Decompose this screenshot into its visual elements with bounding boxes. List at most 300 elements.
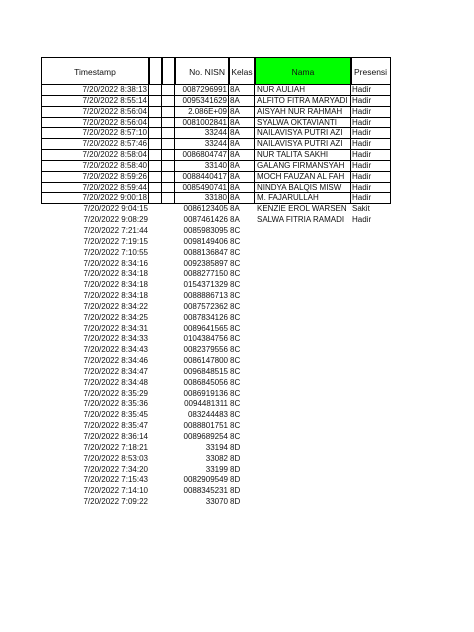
cell-nisn[interactable]: 0087834126 <box>183 312 228 322</box>
cell-empty-1[interactable] <box>149 356 162 367</box>
cell-empty-1[interactable] <box>149 410 162 421</box>
cell-nisn[interactable]: 0104384756 <box>183 334 228 344</box>
cell-nisn[interactable]: 33244 <box>175 128 229 139</box>
cell-nama[interactable] <box>255 432 351 443</box>
cell-kelas[interactable]: 8C <box>230 236 241 246</box>
cell-presensi[interactable]: Hadir <box>351 118 391 129</box>
cell-timestamp[interactable]: 7/20/2022 8:35:36 <box>83 399 148 409</box>
cell-nisn[interactable]: 0086845056 <box>183 377 228 387</box>
cell-empty-2[interactable] <box>162 237 175 248</box>
cell-nama[interactable]: ALFITO FITRA MARYADI <box>255 96 351 107</box>
cell-empty-2[interactable] <box>162 324 175 335</box>
cell-empty-2[interactable] <box>162 421 175 432</box>
cell-nisn[interactable]: 0088136847 <box>183 247 228 257</box>
cell-kelas[interactable]: 8C <box>230 410 241 420</box>
table-row <box>41 193 391 204</box>
cell-presensi[interactable]: Hadir <box>351 161 391 172</box>
cell-nama[interactable]: M. FAJARULLAH <box>255 193 351 204</box>
cell-presensi[interactable] <box>351 399 391 410</box>
cell-timestamp[interactable]: 7/20/2022 8:59:26 <box>41 172 149 183</box>
cell-empty-2[interactable] <box>162 128 175 139</box>
cell-presensi[interactable]: Hadir <box>351 150 391 161</box>
cell-nama[interactable]: NUR TALITA SAKHI <box>255 150 351 161</box>
cell-timestamp[interactable]: 7/20/2022 8:34:22 <box>83 301 148 311</box>
cell-empty-1[interactable] <box>149 107 162 118</box>
cell-empty-1[interactable] <box>149 183 162 194</box>
cell-empty-2[interactable] <box>162 432 175 443</box>
cell-nama[interactable] <box>255 248 351 259</box>
cell-nisn[interactable]: 0081002841 <box>175 118 229 129</box>
cell-timestamp[interactable]: 7/20/2022 8:34:25 <box>83 312 148 322</box>
cell-nama[interactable] <box>255 291 351 302</box>
cell-timestamp[interactable]: 7/20/2022 9:04:15 <box>83 204 148 214</box>
cell-empty-1[interactable] <box>149 291 162 302</box>
cell-presensi[interactable] <box>351 475 391 486</box>
cell-timestamp[interactable]: 7/20/2022 8:34:18 <box>83 269 148 279</box>
table-row <box>41 378 391 389</box>
cell-empty-2[interactable] <box>162 85 175 96</box>
cell-timestamp[interactable]: 7/20/2022 7:14:10 <box>83 486 148 496</box>
cell-presensi[interactable] <box>351 378 391 389</box>
cell-empty-1[interactable] <box>149 237 162 248</box>
header-empty-2[interactable] <box>162 57 175 85</box>
cell-empty-2[interactable] <box>162 475 175 486</box>
cell-timestamp[interactable]: 7/20/2022 8:35:47 <box>83 421 148 431</box>
cell-presensi[interactable] <box>351 280 391 291</box>
cell-empty-1[interactable] <box>149 118 162 129</box>
cell-kelas[interactable]: 8C <box>230 377 241 387</box>
cell-kelas[interactable]: 8C <box>230 280 241 290</box>
cell-nisn[interactable]: 0095341629 <box>175 96 229 107</box>
cell-presensi[interactable]: Sakit <box>352 204 370 214</box>
table-row <box>41 172 391 183</box>
header-nama[interactable]: Nama <box>255 57 351 85</box>
cell-empty-1[interactable] <box>149 161 162 172</box>
table-row <box>41 107 391 118</box>
cell-nisn[interactable]: 0086804747 <box>175 150 229 161</box>
cell-kelas[interactable]: 8C <box>230 345 241 355</box>
cell-empty-2[interactable] <box>162 96 175 107</box>
cell-timestamp[interactable]: 7/20/2022 8:56:04 <box>41 118 149 129</box>
cell-timestamp[interactable]: 7/20/2022 8:34:16 <box>83 258 148 268</box>
cell-timestamp[interactable]: 7/20/2022 8:35:29 <box>83 388 148 398</box>
cell-empty-2[interactable] <box>162 345 175 356</box>
table-row <box>41 334 391 345</box>
cell-kelas[interactable]: 8C <box>230 366 241 376</box>
cell-nama[interactable]: KENZIE EROL WARSEN <box>257 204 347 214</box>
cell-timestamp[interactable]: 7/20/2022 8:58:04 <box>41 150 149 161</box>
cell-kelas[interactable]: 8C <box>230 432 241 441</box>
cell-nama[interactable]: SALWA FITRIA RAMADI <box>257 215 345 225</box>
cell-kelas[interactable]: 8D <box>230 442 241 452</box>
cell-empty-1[interactable] <box>149 193 162 204</box>
cell-kelas[interactable]: 8D <box>230 497 241 507</box>
cell-nisn[interactable]: 0088440417 <box>175 172 229 183</box>
cell-nama[interactable] <box>255 421 351 432</box>
cell-presensi[interactable]: Hadir <box>351 139 391 150</box>
cell-empty-1[interactable] <box>149 248 162 259</box>
cell-presensi[interactable] <box>351 367 391 378</box>
cell-empty-2[interactable] <box>162 334 175 345</box>
cell-nama[interactable] <box>255 237 351 248</box>
cell-empty-1[interactable] <box>149 313 162 324</box>
cell-presensi[interactable] <box>351 334 391 345</box>
cell-empty-1[interactable] <box>149 128 162 139</box>
cell-presensi[interactable]: Hadir <box>351 85 391 96</box>
cell-nisn[interactable]: 2.086E+09 <box>175 107 229 118</box>
cell-presensi[interactable]: Hadir <box>351 193 391 204</box>
cell-empty-2[interactable] <box>162 183 175 194</box>
cell-nisn[interactable]: 0082379556 <box>183 345 228 355</box>
cell-empty-1[interactable] <box>149 378 162 389</box>
table-row <box>41 454 391 465</box>
cell-empty-2[interactable] <box>162 107 175 118</box>
cell-nisn[interactable]: 0086123405 <box>183 204 228 214</box>
cell-empty-1[interactable] <box>149 324 162 335</box>
cell-presensi[interactable] <box>351 248 391 259</box>
cell-nama[interactable] <box>255 475 351 486</box>
cell-presensi[interactable] <box>351 302 391 313</box>
cell-nama[interactable] <box>255 454 351 465</box>
cell-nisn[interactable]: 0096848515 <box>183 366 228 376</box>
cell-nama[interactable]: SYALWA OKTAVIANTI <box>255 118 351 129</box>
cell-kelas[interactable]: 8C <box>230 323 241 333</box>
cell-presensi[interactable]: Hadir <box>351 96 391 107</box>
cell-nisn[interactable]: 0086147800 <box>183 356 228 366</box>
cell-empty-1[interactable] <box>149 269 162 280</box>
cell-nama[interactable] <box>255 378 351 389</box>
cell-nisn[interactable]: 33194 <box>205 442 228 452</box>
cell-kelas[interactable]: 8D <box>230 464 241 474</box>
cell-nisn[interactable]: 33244 <box>175 139 229 150</box>
cell-presensi[interactable] <box>351 345 391 356</box>
cell-empty-2[interactable] <box>162 291 175 302</box>
cell-empty-2[interactable] <box>162 302 175 313</box>
cell-nisn[interactable]: 0085983095 <box>183 225 228 235</box>
header-empty-1[interactable] <box>149 57 162 85</box>
cell-nisn[interactable]: 0088277150 <box>183 269 228 279</box>
cell-timestamp[interactable]: 7/20/2022 8:53:03 <box>83 453 148 463</box>
cell-timestamp[interactable]: 7/20/2022 8:58:40 <box>41 161 149 172</box>
table-row <box>41 85 391 96</box>
header-nisn[interactable]: No. NISN <box>175 57 229 85</box>
table-row <box>41 248 391 259</box>
table-row <box>41 259 391 270</box>
header-kelas[interactable]: Kelas <box>229 57 255 85</box>
cell-nama[interactable] <box>255 345 351 356</box>
cell-empty-1[interactable] <box>149 302 162 313</box>
cell-presensi[interactable] <box>351 313 391 324</box>
cell-empty-2[interactable] <box>162 269 175 280</box>
cell-empty-2[interactable] <box>162 259 175 270</box>
cell-empty-1[interactable] <box>149 497 162 508</box>
cell-kelas[interactable]: 8D <box>230 453 241 463</box>
table-row <box>41 389 391 400</box>
cell-kelas[interactable]: 8A <box>229 183 255 194</box>
cell-kelas[interactable]: 8C <box>230 388 241 398</box>
cell-empty-1[interactable] <box>149 454 162 465</box>
cell-empty-2[interactable] <box>162 226 175 237</box>
cell-empty-1[interactable] <box>149 334 162 345</box>
cell-kelas[interactable]: 8D <box>230 475 241 485</box>
cell-nama[interactable] <box>255 324 351 335</box>
cell-timestamp[interactable]: 7/20/2022 8:36:14 <box>83 432 148 441</box>
cell-empty-2[interactable] <box>162 356 175 367</box>
cell-timestamp[interactable]: 7/20/2022 8:57:46 <box>41 139 149 150</box>
cell-empty-2[interactable] <box>162 486 175 497</box>
cell-nisn[interactable]: 0087296991 <box>175 85 229 96</box>
cell-presensi[interactable] <box>351 454 391 465</box>
cell-empty-1[interactable] <box>149 215 162 226</box>
cell-kelas[interactable]: 8C <box>230 356 241 366</box>
cell-empty-1[interactable] <box>149 259 162 270</box>
cell-presensi[interactable] <box>351 356 391 367</box>
cell-nisn[interactable]: 33180 <box>175 193 229 204</box>
header-presensi[interactable]: Presensi <box>351 57 391 85</box>
cell-nama[interactable]: NINDYA BALQIS MISW <box>255 183 351 194</box>
cell-presensi[interactable] <box>351 410 391 421</box>
cell-timestamp[interactable]: 7/20/2022 8:35:45 <box>83 410 148 420</box>
cell-nama[interactable] <box>255 280 351 291</box>
cell-nama[interactable] <box>255 443 351 454</box>
cell-kelas[interactable]: 8A <box>229 150 255 161</box>
cell-empty-2[interactable] <box>162 248 175 259</box>
cell-presensi[interactable] <box>351 432 391 443</box>
cell-empty-1[interactable] <box>149 421 162 432</box>
cell-kelas[interactable]: 8A <box>230 204 240 214</box>
cell-kelas[interactable]: 8A <box>229 96 255 107</box>
cell-nama[interactable] <box>255 226 351 237</box>
cell-presensi[interactable]: Hadir <box>351 107 391 118</box>
cell-presensi[interactable] <box>351 324 391 335</box>
cell-empty-1[interactable] <box>149 443 162 454</box>
cell-timestamp[interactable]: 7/20/2022 7:34:20 <box>83 464 148 474</box>
cell-timestamp[interactable]: 7/20/2022 8:34:33 <box>83 334 148 344</box>
cell-timestamp[interactable]: 7/20/2022 8:57:10 <box>41 128 149 139</box>
cell-timestamp[interactable]: 7/20/2022 8:34:31 <box>83 323 148 333</box>
cell-presensi[interactable] <box>351 269 391 280</box>
cell-kelas[interactable]: 8C <box>230 312 241 322</box>
cell-nisn[interactable]: 0089641565 <box>183 323 228 333</box>
cell-presensi[interactable]: Hadir <box>351 128 391 139</box>
cell-empty-1[interactable] <box>149 475 162 486</box>
table-row <box>41 269 391 280</box>
cell-kelas[interactable]: 8C <box>230 399 241 409</box>
cell-empty-2[interactable] <box>162 313 175 324</box>
cell-kelas[interactable]: 8C <box>230 421 241 431</box>
cell-empty-1[interactable] <box>149 139 162 150</box>
cell-nisn[interactable]: 0087572362 <box>183 301 228 311</box>
cell-timestamp[interactable]: 7/20/2022 7:10:55 <box>83 247 148 257</box>
cell-nisn[interactable]: 0085490741 <box>175 183 229 194</box>
cell-nama[interactable]: NUR AULIAH <box>255 85 351 96</box>
cell-kelas[interactable]: 8C <box>230 247 241 257</box>
table-row <box>41 313 391 324</box>
cell-presensi[interactable]: Hadir <box>351 183 391 194</box>
cell-presensi[interactable] <box>351 291 391 302</box>
cell-kelas[interactable]: 8A <box>229 193 255 204</box>
cell-timestamp[interactable]: 7/20/2022 8:34:46 <box>83 356 148 366</box>
cell-empty-1[interactable] <box>149 85 162 96</box>
cell-nisn[interactable]: 0087461426 <box>183 215 228 225</box>
cell-nama[interactable]: NAILAVISYA PUTRI AZI <box>255 128 351 139</box>
cell-empty-1[interactable] <box>149 389 162 400</box>
cell-kelas[interactable]: 8D <box>230 486 241 496</box>
cell-empty-2[interactable] <box>162 280 175 291</box>
cell-nama[interactable] <box>255 269 351 280</box>
cell-presensi[interactable] <box>351 259 391 270</box>
cell-nisn[interactable]: 0094481311 <box>184 399 228 409</box>
table-row <box>41 128 391 139</box>
cell-empty-1[interactable] <box>149 345 162 356</box>
cell-empty-1[interactable] <box>149 204 162 215</box>
cell-nisn[interactable]: 0092385897 <box>183 258 228 268</box>
cell-nisn[interactable]: 33199 <box>205 464 228 474</box>
table-row <box>41 475 391 486</box>
cell-kelas[interactable]: 8A <box>229 85 255 96</box>
cell-presensi[interactable] <box>351 443 391 454</box>
cell-empty-2[interactable] <box>162 454 175 465</box>
cell-empty-1[interactable] <box>149 486 162 497</box>
cell-timestamp[interactable]: 7/20/2022 9:08:29 <box>83 215 148 225</box>
cell-nama[interactable] <box>255 497 351 508</box>
cell-timestamp[interactable]: 7/20/2022 8:34:48 <box>83 377 148 387</box>
cell-kelas[interactable]: 8A <box>229 118 255 129</box>
table-row <box>41 150 391 161</box>
cell-kelas[interactable]: 8A <box>230 215 240 225</box>
cell-timestamp[interactable]: 7/20/2022 8:38:13 <box>41 85 149 96</box>
cell-nisn[interactable]: 33082 <box>205 453 228 463</box>
cell-empty-2[interactable] <box>162 443 175 454</box>
cell-nisn[interactable]: 0088345231 <box>183 486 228 496</box>
cell-timestamp[interactable]: 7/20/2022 8:56:04 <box>41 107 149 118</box>
cell-nama[interactable] <box>255 302 351 313</box>
cell-presensi[interactable] <box>351 389 391 400</box>
cell-kelas[interactable]: 8A <box>229 172 255 183</box>
cell-nisn[interactable]: 33070 <box>205 497 228 507</box>
cell-nisn[interactable]: 0088886713 <box>183 291 228 301</box>
cell-nisn[interactable]: 0154371329 <box>183 280 228 290</box>
cell-nama[interactable]: GALANG FIRMANSYAH <box>255 161 351 172</box>
table-row <box>41 215 391 226</box>
cell-timestamp[interactable]: 7/20/2022 8:59:44 <box>41 183 149 194</box>
cell-empty-2[interactable] <box>162 139 175 150</box>
cell-empty-1[interactable] <box>149 465 162 476</box>
cell-nama[interactable] <box>255 465 351 476</box>
cell-timestamp[interactable]: 7/20/2022 9:00:18 <box>41 193 149 204</box>
cell-empty-2[interactable] <box>162 118 175 129</box>
cell-nama[interactable] <box>255 486 351 497</box>
cell-timestamp[interactable]: 7/20/2022 8:34:18 <box>83 291 148 301</box>
cell-nama[interactable] <box>255 410 351 421</box>
cell-empty-2[interactable] <box>162 161 175 172</box>
cell-timestamp[interactable]: 7/20/2022 7:18:21 <box>83 442 148 452</box>
header-timestamp[interactable]: Timestamp <box>41 57 149 85</box>
cell-nama[interactable] <box>255 356 351 367</box>
cell-kelas[interactable]: 8C <box>230 301 241 311</box>
cell-empty-2[interactable] <box>162 215 175 226</box>
cell-timestamp[interactable]: 7/20/2022 7:19:15 <box>83 236 148 246</box>
cell-nama[interactable] <box>255 334 351 345</box>
cell-empty-1[interactable] <box>149 367 162 378</box>
cell-timestamp[interactable]: 7/20/2022 8:34:18 <box>83 280 148 290</box>
cell-timestamp[interactable]: 7/20/2022 8:34:43 <box>83 345 148 355</box>
cell-kelas[interactable]: 8A <box>229 139 255 150</box>
cell-kelas[interactable]: 8A <box>229 161 255 172</box>
cell-kelas[interactable]: 8C <box>230 291 241 301</box>
cell-presensi[interactable] <box>351 237 391 248</box>
cell-presensi[interactable] <box>351 497 391 508</box>
cell-nama[interactable] <box>255 313 351 324</box>
cell-presensi[interactable] <box>351 486 391 497</box>
cell-empty-1[interactable] <box>149 172 162 183</box>
cell-nisn[interactable]: 083244483 <box>187 410 228 420</box>
table-row <box>41 291 391 302</box>
cell-empty-2[interactable] <box>162 204 175 215</box>
cell-empty-2[interactable] <box>162 150 175 161</box>
cell-empty-2[interactable] <box>162 378 175 389</box>
cell-kelas[interactable]: 8C <box>230 334 241 344</box>
cell-presensi[interactable]: Hadir <box>351 172 391 183</box>
cell-empty-2[interactable] <box>162 367 175 378</box>
cell-kelas[interactable]: 8C <box>230 269 241 279</box>
cell-nisn[interactable]: 0089689254 <box>183 432 228 441</box>
cell-presensi[interactable] <box>351 226 391 237</box>
cell-empty-2[interactable] <box>162 410 175 421</box>
cell-presensi[interactable] <box>351 421 391 432</box>
cell-presensi[interactable] <box>351 465 391 476</box>
cell-nama[interactable]: AISYAH NUR RAHMAH <box>255 107 351 118</box>
cell-timestamp[interactable]: 7/20/2022 7:21:44 <box>83 225 148 235</box>
cell-nisn[interactable]: 0088801751 <box>183 421 228 431</box>
cell-empty-1[interactable] <box>149 280 162 291</box>
cell-nama[interactable] <box>255 259 351 270</box>
cell-nisn[interactable]: 0086919136 <box>183 388 228 398</box>
cell-kelas[interactable]: 8C <box>230 258 241 268</box>
cell-empty-1[interactable] <box>149 432 162 443</box>
cell-empty-2[interactable] <box>162 399 175 410</box>
cell-kelas[interactable]: 8C <box>230 225 241 235</box>
cell-timestamp[interactable]: 7/20/2022 7:09:22 <box>83 497 148 507</box>
cell-empty-1[interactable] <box>149 226 162 237</box>
cell-nisn[interactable]: 0098149406 <box>183 236 228 246</box>
cell-timestamp[interactable]: 7/20/2022 7:15:43 <box>83 475 148 485</box>
cell-timestamp[interactable]: 7/20/2022 8:34:47 <box>83 366 148 376</box>
cell-empty-2[interactable] <box>162 389 175 400</box>
cell-nisn[interactable]: 33140 <box>175 161 229 172</box>
cell-empty-1[interactable] <box>149 399 162 410</box>
cell-kelas[interactable]: 8A <box>229 128 255 139</box>
cell-timestamp[interactable]: 7/20/2022 8:55:14 <box>41 96 149 107</box>
cell-empty-2[interactable] <box>162 193 175 204</box>
cell-nama[interactable] <box>255 389 351 400</box>
cell-nama[interactable] <box>255 367 351 378</box>
cell-kelas[interactable]: 8A <box>229 107 255 118</box>
cell-empty-1[interactable] <box>149 96 162 107</box>
table-row <box>41 183 391 194</box>
table-row <box>41 237 391 248</box>
cell-nama[interactable]: NAILAVISYA PUTRI AZI <box>255 139 351 150</box>
cell-nisn[interactable]: 0082909549 <box>183 475 228 485</box>
cell-empty-2[interactable] <box>162 172 175 183</box>
cell-empty-2[interactable] <box>162 497 175 508</box>
cell-empty-1[interactable] <box>149 150 162 161</box>
cell-nama[interactable]: MOCH FAUZAN AL FAH <box>255 172 351 183</box>
table-row <box>41 345 391 356</box>
cell-nama[interactable] <box>255 399 351 410</box>
cell-empty-2[interactable] <box>162 465 175 476</box>
cell-presensi[interactable]: Hadir <box>352 215 372 225</box>
